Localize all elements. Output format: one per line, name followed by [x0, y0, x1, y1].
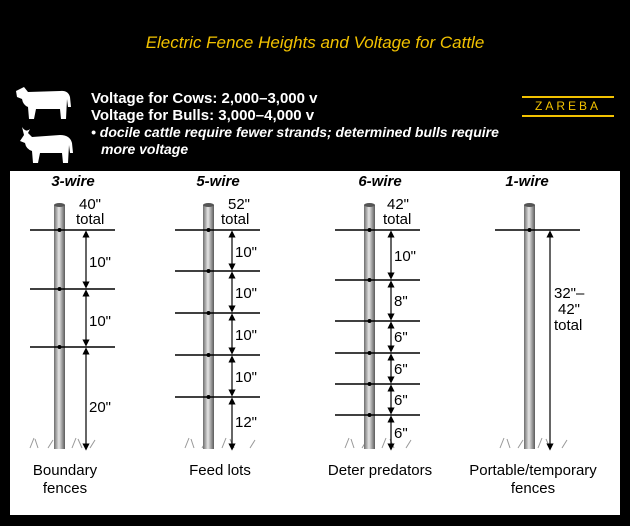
fence-diagram-panel	[10, 171, 620, 515]
total-label: 52"	[228, 196, 251, 213]
voltage-bulls: Voltage for Bulls: 3,000–4,000 v	[91, 107, 315, 124]
total-label: total	[383, 211, 412, 228]
total-label: total	[76, 211, 105, 228]
bull-icon	[18, 123, 76, 165]
note-line-2: more voltage	[101, 141, 189, 157]
fence-3-wire	[30, 196, 115, 449]
caption-portable-fences: Portable/temporary fences	[469, 462, 597, 497]
total-label: 32"–	[554, 285, 585, 302]
fence-5-wire	[175, 196, 260, 449]
spacing-label: 6"	[394, 361, 408, 378]
spacing-label: 10"	[89, 313, 112, 330]
spacing-label: 8"	[394, 293, 408, 310]
total-label: 42"	[387, 196, 410, 213]
total-label: total	[221, 211, 250, 228]
caption-deter-predators: Deter predators	[327, 462, 433, 479]
spacing-label: 6"	[394, 329, 408, 346]
fence-post	[364, 205, 375, 449]
header-5-wire: 5-wire	[196, 173, 240, 190]
voltage-cows: Voltage for Cows: 2,000–3,000 v	[91, 90, 318, 107]
fence-6-wire	[335, 196, 420, 449]
spacing-label: 10"	[235, 285, 258, 302]
spacing-label: 6"	[394, 392, 408, 409]
spacing-label: 6"	[394, 425, 408, 442]
spacing-label: 20"	[89, 399, 112, 416]
cow-icon	[14, 83, 76, 123]
spacing-label: 10"	[235, 244, 258, 261]
header-1-wire: 1-wire	[505, 173, 549, 190]
spacing-label: 10"	[89, 254, 112, 271]
spacing-label: 12"	[235, 414, 258, 431]
total-label: total	[554, 317, 583, 334]
voltage-info	[91, 90, 499, 158]
caption-feed-lots: Feed lots	[189, 462, 251, 479]
page-title: Electric Fence Heights and Voltage for Cattle	[145, 33, 485, 52]
grass	[30, 438, 567, 448]
spacing-label: 10"	[394, 248, 417, 265]
fence-1-wire	[495, 203, 585, 449]
fence-post	[54, 205, 65, 449]
note-line-1: • docile cattle require fewer strands; determined bulls require	[91, 124, 499, 140]
brand-logo: ZAREBA	[522, 96, 614, 117]
spacing-label: 10"	[235, 369, 258, 386]
spacing-label: 10"	[235, 327, 258, 344]
fence-post	[203, 205, 214, 449]
total-label: 40"	[79, 196, 102, 213]
header-6-wire: 6-wire	[358, 173, 402, 190]
fence-post	[524, 205, 535, 449]
caption-boundary-fences: Boundary fences	[32, 462, 98, 497]
header-3-wire: 3-wire	[51, 173, 95, 190]
total-label: 42"	[558, 301, 581, 318]
